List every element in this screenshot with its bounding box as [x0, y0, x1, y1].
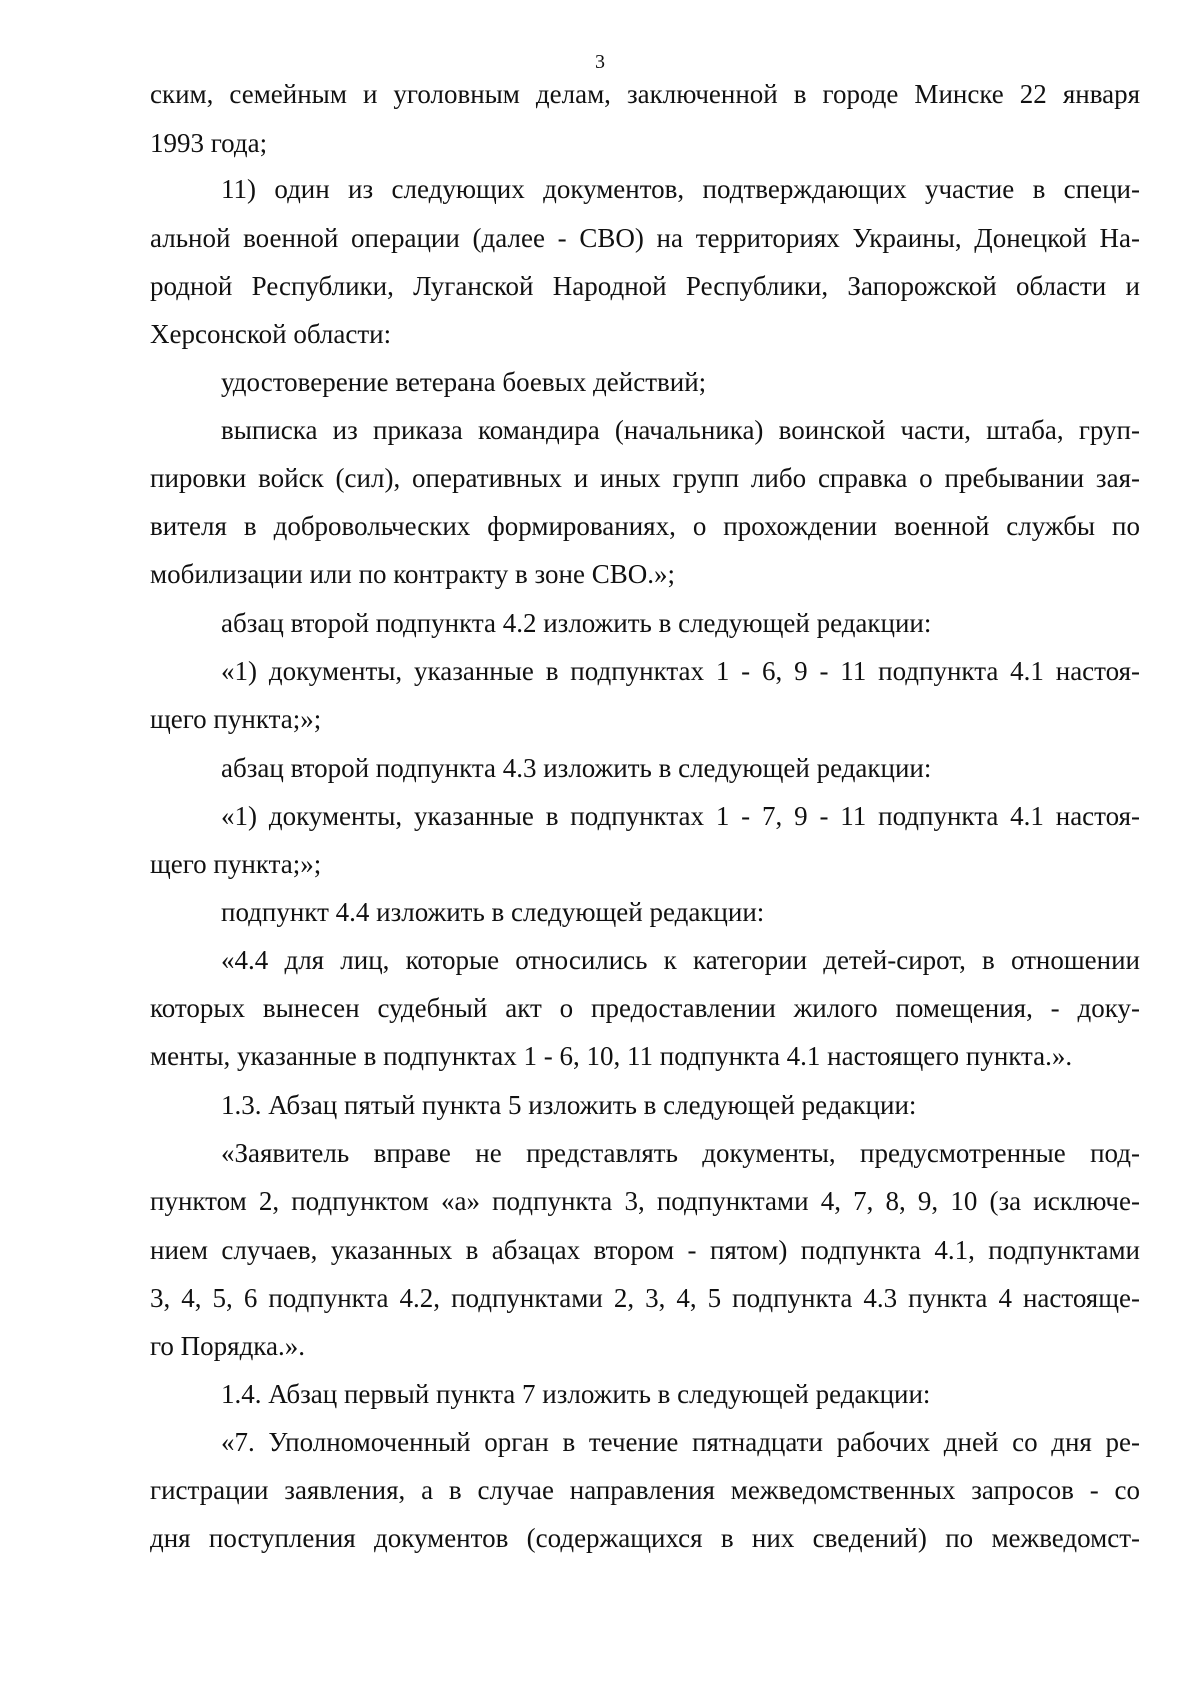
text-line: го Порядка.».: [150, 1331, 305, 1361]
text-line: мобилизации или по контракту в зоне СВО.»;: [150, 559, 675, 589]
text-line: «1) документы, указанные в подпунктах 1 - 7, 9 - 11 подпункта 4.1 настоя-: [221, 801, 1140, 831]
text-line: абзац второй подпункта 4.3 изложить в следующей редакции:: [221, 753, 932, 783]
text-line: родной Республики, Луганской Народной Республики, Запорожской области и: [150, 271, 1140, 301]
text-line: 1993 года;: [150, 128, 268, 158]
text-line: «4.4 для лиц, которые относились к категории детей-сирот, в отношении: [221, 945, 1140, 975]
text-line: Херсонской области:: [150, 319, 392, 349]
text-line: щего пункта;»;: [150, 849, 322, 879]
text-line: 11) один из следующих документов, подтверждающих участие в специ-: [221, 174, 1140, 204]
text-line: менты, указанные в подпунктах 1 - 6, 10, 11 подпункта 4.1 настоящего пункта.».: [150, 1041, 1073, 1071]
text-line: «7. Уполномоченный орган в течение пятнадцати рабочих дней со дня ре-: [221, 1427, 1140, 1457]
text-line: пунктом 2, подпунктом «а» подпункта 3, подпунктами 4, 7, 8, 9, 10 (за исключе-: [150, 1186, 1140, 1216]
text-line: нием случаев, указанных в абзацах втором - пятом) подпункта 4.1, подпунктами: [150, 1235, 1140, 1265]
text-line: дня поступления документов (содержащихся в них сведений) по межведомст-: [150, 1523, 1140, 1553]
text-line: 3, 4, 5, 6 подпункта 4.2, подпунктами 2, 3, 4, 5 подпункта 4.3 пункта 4 настояще-: [150, 1283, 1140, 1313]
text-line: гистрации заявления, а в случае направления межведомственных запросов - со: [150, 1475, 1140, 1505]
text-line: щего пункта;»;: [150, 704, 322, 734]
text-line: пировки войск (сил), оперативных и иных групп либо справка о пребывании зая-: [150, 463, 1140, 493]
text-line: альной военной операции (далее - СВО) на территориях Украины, Донецкой На-: [150, 223, 1140, 253]
text-line: абзац второй подпункта 4.2 изложить в следующей редакции:: [221, 608, 932, 638]
text-line: выписка из приказа командира (начальника) воинской части, штаба, груп-: [221, 415, 1140, 445]
text-line: 1.4. Абзац первый пункта 7 изложить в следующей редакции:: [221, 1379, 931, 1409]
text-line: «Заявитель вправе не представлять документы, предусмотренные под-: [221, 1138, 1140, 1168]
text-line: подпункт 4.4 изложить в следующей редакции:: [221, 897, 765, 927]
text-line: которых вынесен судебный акт о предоставлении жилого помещения, - доку-: [150, 993, 1140, 1023]
text-line: 1.3. Абзац пятый пункта 5 изложить в следующей редакции:: [221, 1090, 917, 1120]
page-number: 3: [595, 51, 605, 73]
text-line: вителя в добровольческих формированиях, о прохождении военной службы по: [150, 511, 1140, 541]
text-line: «1) документы, указанные в подпунктах 1 - 6, 9 - 11 подпункта 4.1 настоя-: [221, 656, 1140, 686]
text-line: удостоверение ветерана боевых действий;: [221, 367, 707, 397]
text-line: ским, семейным и уголовным делам, заключенной в городе Минске 22 января: [150, 79, 1140, 109]
